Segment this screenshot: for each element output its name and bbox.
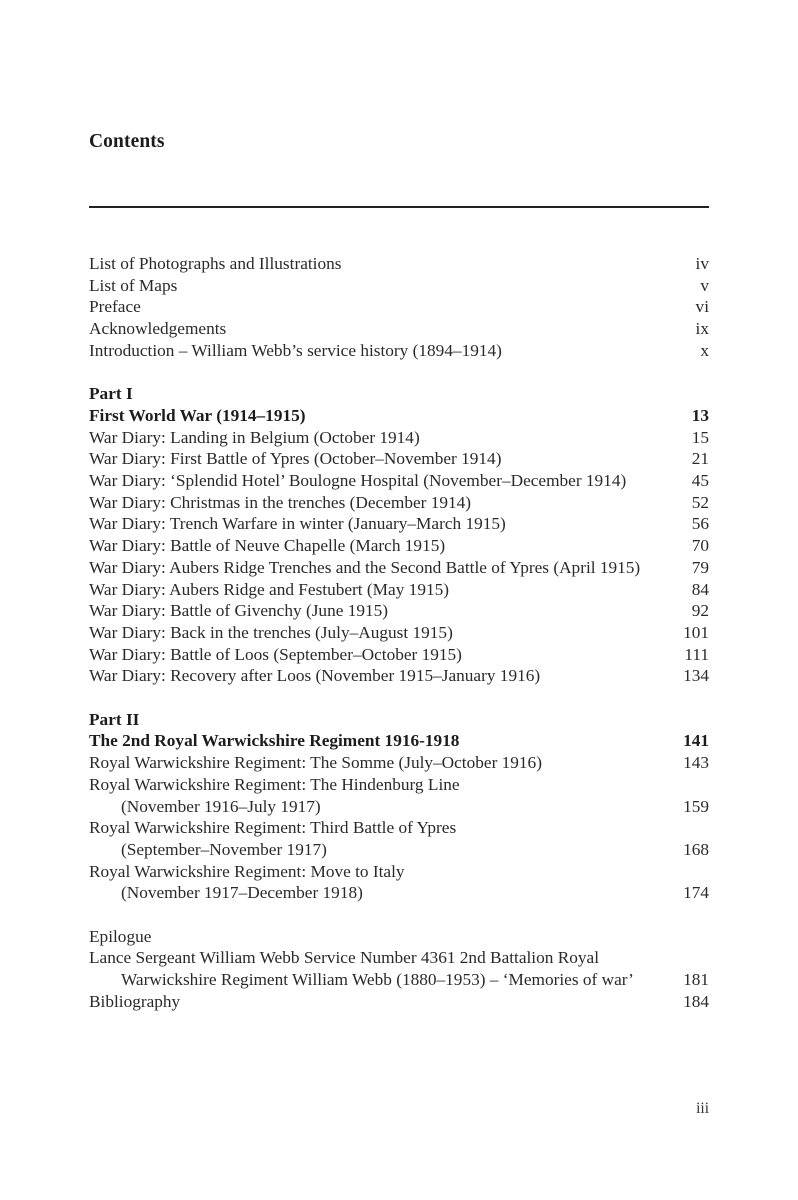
toc-entry-page: 174 <box>683 883 709 903</box>
toc-entry-title-line1: Royal Warwickshire Regiment: The Hindenburg Line <box>89 774 460 794</box>
section-gap <box>89 362 709 384</box>
toc-entry-page: 52 <box>691 492 709 512</box>
toc-entry-title: List of Maps <box>89 275 178 295</box>
toc-entry-page: 159 <box>683 796 709 816</box>
toc-entry[interactable] <box>89 296 709 318</box>
toc-entry[interactable] <box>89 427 709 449</box>
toc-entry-page: 101 <box>683 622 709 642</box>
toc-entry-title <box>89 817 675 860</box>
toc-entry[interactable] <box>89 774 709 817</box>
section-gap <box>89 687 709 709</box>
toc-entry-title: War Diary: Recovery after Loos (November 1915–January 1916) <box>89 666 541 686</box>
toc-entry-title <box>89 861 675 904</box>
table-of-contents <box>89 253 709 1013</box>
toc-entry[interactable] <box>89 752 709 774</box>
toc-entry[interactable] <box>89 448 709 470</box>
toc-entry-page: 143 <box>683 753 709 773</box>
toc-entry-page: iv <box>695 254 709 273</box>
toc-entry[interactable] <box>89 600 709 622</box>
toc-entry[interactable] <box>89 492 709 514</box>
toc-entry-page: 168 <box>683 839 709 859</box>
toc-entry[interactable] <box>89 817 709 860</box>
toc-entry[interactable] <box>89 557 709 579</box>
part-label <box>89 709 709 731</box>
toc-entry-title: Bibliography <box>89 991 181 1011</box>
toc-entry-title <box>89 774 675 817</box>
toc-entry-title-line2: (November 1917–December 1918) <box>121 883 363 903</box>
part-title-entry[interactable] <box>89 730 709 752</box>
toc-entry[interactable] <box>89 861 709 904</box>
toc-entry-title: Preface <box>89 297 141 317</box>
title-rule <box>89 206 709 208</box>
part-title-entry[interactable] <box>89 405 709 427</box>
toc-entry[interactable] <box>89 535 709 557</box>
toc-entry-title-line2: (November 1916–July 1917) <box>121 796 321 816</box>
part-label <box>89 383 709 405</box>
toc-entry-title: War Diary: Back in the trenches (July–August 1915) <box>89 622 453 642</box>
toc-entry-title: List of Photographs and Illustrations <box>89 254 342 273</box>
toc-entry-title-line1: Royal Warwickshire Regiment: Third Battle of Ypres <box>89 818 457 838</box>
toc-entry-page: 15 <box>691 427 709 447</box>
toc-entry-title-line1: Royal Warwickshire Regiment: Move to Italy <box>89 861 405 881</box>
toc-entry-title-line2: Warwickshire Regiment William Webb (1880–1953) – ‘Memories of war’ <box>121 970 634 990</box>
toc-entry[interactable] <box>89 947 709 990</box>
toc-entry-title: Royal Warwickshire Regiment: The Somme (July–October 1916) <box>89 753 542 773</box>
toc-entry[interactable] <box>89 470 709 492</box>
part-title: The 2nd Royal Warwickshire Regiment 1916-1918 <box>89 731 460 751</box>
page-number: iii <box>696 1100 709 1117</box>
toc-entry-title: War Diary: Trench Warfare in winter (January–March 1915) <box>89 514 506 534</box>
toc-entry-page: 92 <box>691 601 709 621</box>
toc-entry-page: 70 <box>691 536 709 556</box>
toc-entry[interactable] <box>89 253 709 275</box>
toc-entry-title: War Diary: Battle of Loos (September–October 1915) <box>89 644 462 664</box>
toc-entry-page: ix <box>695 319 709 339</box>
toc-entry[interactable] <box>89 926 709 948</box>
toc-entry-title: War Diary: Aubers Ridge and Festubert (May 1915) <box>89 579 449 599</box>
toc-entry-title: Epilogue <box>89 926 152 946</box>
toc-entry[interactable] <box>89 622 709 644</box>
toc-entry-page: 111 <box>684 644 709 664</box>
toc-entry-page: x <box>700 340 709 360</box>
part-label-text: Part I <box>89 384 133 404</box>
page-title: Contents <box>89 131 165 152</box>
toc-entry-page: 84 <box>691 579 709 599</box>
toc-entry-page: 181 <box>683 970 709 990</box>
toc-entry-page: 141 <box>683 731 709 751</box>
toc-entry-title: War Diary: Battle of Givenchy (June 1915) <box>89 601 389 621</box>
toc-entry-page: 134 <box>683 666 709 686</box>
toc-entry-page: 45 <box>691 471 709 491</box>
toc-entry-title-line1: Lance Sergeant William Webb Service Number 4361 2nd Battalion Royal <box>89 948 599 968</box>
toc-entry-title: War Diary: ‘Splendid Hotel’ Boulogne Hospital (November–December 1914) <box>89 471 627 491</box>
toc-entry[interactable] <box>89 991 709 1013</box>
part-label-text: Part II <box>89 709 140 729</box>
toc-entry-title <box>89 947 675 990</box>
toc-entry[interactable] <box>89 579 709 601</box>
toc-entry-title: War Diary: Battle of Neuve Chapelle (March 1915) <box>89 536 446 556</box>
toc-entry[interactable] <box>89 340 709 362</box>
toc-entry-page: vi <box>695 297 709 317</box>
toc-entry[interactable] <box>89 275 709 297</box>
toc-entry[interactable] <box>89 318 709 340</box>
toc-entry-title: War Diary: Landing in Belgium (October 1914) <box>89 427 420 447</box>
toc-entry-page: 56 <box>691 514 709 534</box>
toc-entry-page: v <box>700 275 709 295</box>
section-gap <box>89 904 709 926</box>
toc-entry-title-line2: (September–November 1917) <box>121 839 327 859</box>
toc-entry-title: Acknowledgements <box>89 319 227 339</box>
toc-entry-title: War Diary: Aubers Ridge Trenches and the Second Battle of Ypres (April 1915) <box>89 557 641 577</box>
toc-entry[interactable] <box>89 665 709 687</box>
toc-entry-page: 21 <box>691 449 709 469</box>
toc-entry-page: 79 <box>691 557 709 577</box>
part-title: First World War (1914–1915) <box>89 405 306 425</box>
toc-entry[interactable] <box>89 513 709 535</box>
toc-entry[interactable] <box>89 644 709 666</box>
toc-entry-page: 184 <box>683 991 709 1011</box>
toc-entry-title: War Diary: Christmas in the trenches (December 1914) <box>89 492 472 512</box>
toc-entry-page: 13 <box>691 405 709 425</box>
toc-entry-title: Introduction – William Webb’s service history (1894–1914) <box>89 340 502 360</box>
toc-entry-title: War Diary: First Battle of Ypres (October–November 1914) <box>89 449 502 469</box>
